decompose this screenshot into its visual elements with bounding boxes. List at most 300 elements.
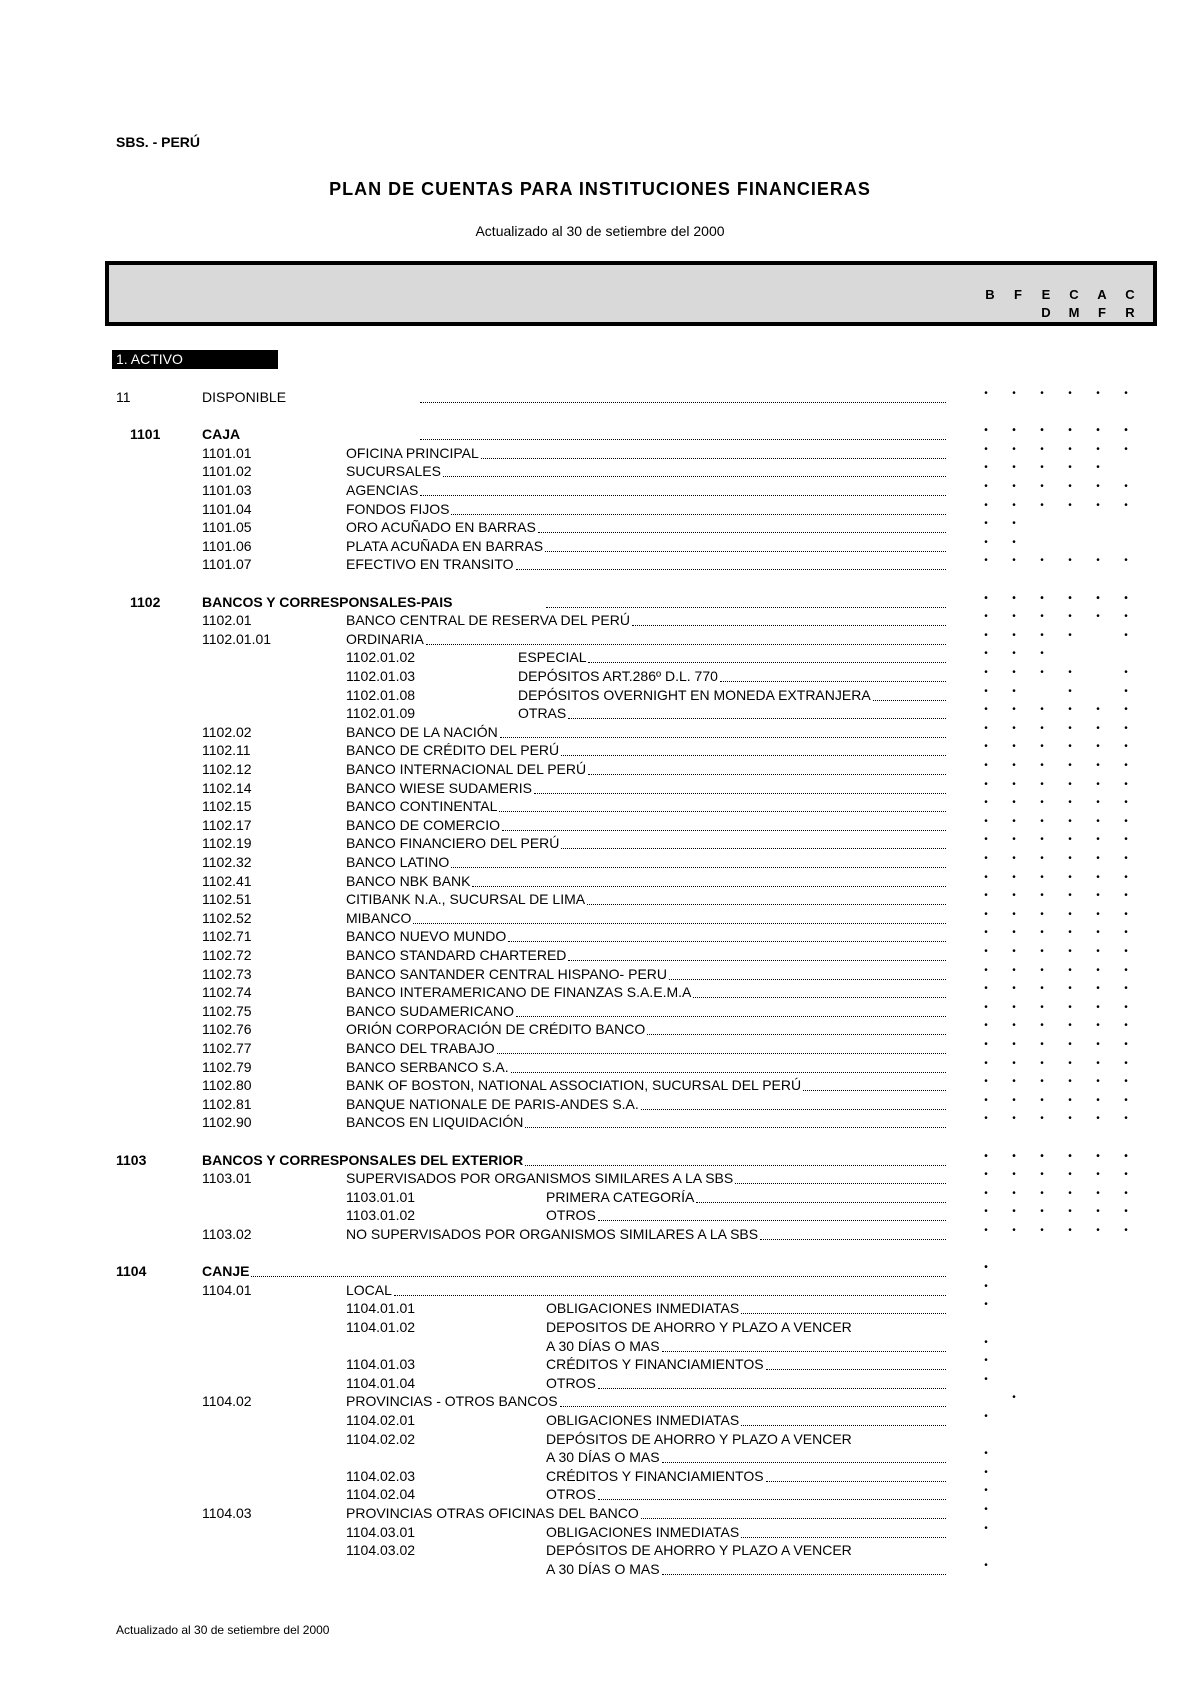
applicability-mark: • [1096, 481, 1100, 492]
account-code: 1101.05 [202, 519, 252, 536]
account-name: CRÉDITOS Y FINANCIAMIENTOS [546, 1467, 764, 1484]
account-name: BANCOS EN LIQUIDACIÓN [346, 1114, 524, 1131]
account-code: 1102.71 [202, 928, 252, 945]
account-code: 1102.76 [202, 1021, 252, 1038]
applicability-mark: • [1012, 1113, 1016, 1125]
applicability-mark: • [1124, 592, 1128, 604]
table-row [0, 425, 1200, 444]
applicability-mark: • [1124, 499, 1128, 511]
applicability-mark: • [1040, 1039, 1044, 1050]
applicability-mark: • [1040, 890, 1044, 902]
dot-leader [662, 1561, 946, 1575]
applicability-mark: • [1124, 927, 1128, 939]
column-header: E [1041, 287, 1051, 302]
applicability-mark: • [1012, 1057, 1016, 1069]
applicability-mark: • [984, 1076, 988, 1088]
applicability-mark: • [1068, 481, 1072, 492]
applicability-mark: • [1012, 555, 1016, 567]
applicability-mark: • [1096, 462, 1100, 474]
dot-leader [641, 1096, 946, 1110]
account-name: BANCO DEL TRABAJO [346, 1040, 495, 1056]
dot-leader [443, 463, 946, 477]
applicability-mark: • [1068, 778, 1072, 790]
applicability-mark: • [1068, 611, 1072, 623]
applicability-mark: • [1096, 1057, 1100, 1069]
applicability-mark: • [1068, 443, 1072, 455]
account-code: 1103.02 [202, 1226, 252, 1242]
applicability-mark: • [984, 1466, 988, 1478]
applicability-mark: • [1040, 1001, 1044, 1013]
account-code: 1102.73 [202, 965, 252, 982]
account-name: A 30 DÍAS O MAS [546, 1560, 660, 1577]
applicability-mark: • [1124, 946, 1128, 957]
applicability-mark: • [1012, 760, 1016, 771]
column-header: C [1069, 287, 1079, 302]
account-code: 1103.01 [202, 1170, 252, 1187]
table-row [0, 1467, 1200, 1486]
applicability-mark: • [1012, 871, 1016, 883]
applicability-mark: • [1040, 704, 1044, 716]
table-row [0, 1076, 1200, 1095]
applicability-mark: • [1040, 1057, 1044, 1069]
account-code: 1102.81 [202, 1095, 252, 1112]
applicability-mark: • [1068, 946, 1072, 957]
dot-leader [508, 928, 946, 942]
account-name: BANCO NBK BANK [346, 872, 471, 889]
table-row [0, 1392, 1200, 1411]
dot-leader [741, 1412, 946, 1426]
applicability-mark: • [1012, 462, 1016, 474]
table-row [0, 872, 1200, 891]
applicability-mark: • [1096, 1039, 1100, 1050]
applicability-mark: • [1124, 555, 1128, 567]
applicability-mark: • [984, 1057, 988, 1069]
applicability-mark: • [1068, 555, 1072, 567]
applicability-mark: • [1124, 1039, 1128, 1050]
applicability-mark: • [1124, 1076, 1128, 1088]
account-code: 1102.75 [202, 1002, 252, 1019]
account-name: CAJA [202, 426, 241, 443]
applicability-mark: • [1040, 1150, 1044, 1162]
applicability-mark: • [1012, 1225, 1016, 1236]
account-name: DEPÓSITOS OVERNIGHT EN MONEDA EXTRANJERA [518, 686, 871, 703]
table-row [0, 537, 1200, 556]
account-code: 1101.02 [202, 463, 252, 480]
account-code: 1104.01.04 [346, 1374, 416, 1391]
applicability-mark: • [1096, 815, 1100, 827]
applicability-mark: • [1040, 555, 1044, 567]
applicability-mark: • [984, 1225, 988, 1236]
applicability-mark: • [1040, 927, 1044, 939]
applicability-mark: • [1012, 1001, 1016, 1013]
account-name: OTROS [546, 1486, 596, 1503]
account-name: DEPÓSITOS ART.286º D.L. 770 [518, 668, 718, 684]
account-name: CRÉDITOS Y FINANCIAMIENTOS [546, 1356, 764, 1373]
dot-leader [568, 947, 946, 961]
applicability-mark: • [1096, 778, 1100, 790]
account-name: BANCOS Y CORRESPONSALES DEL EXTERIOR [202, 1151, 524, 1168]
applicability-mark: • [984, 1001, 988, 1013]
dot-leader [500, 724, 946, 738]
applicability-mark: • [1012, 536, 1016, 548]
table-row [0, 909, 1200, 928]
applicability-mark: • [1124, 1020, 1128, 1032]
applicability-mark: • [1012, 797, 1016, 809]
account-name: BANCO SANTANDER CENTRAL HISPANO- PERU [346, 965, 668, 982]
dot-leader [803, 1077, 946, 1091]
applicability-mark: • [1068, 1020, 1072, 1032]
applicability-mark: • [1012, 629, 1016, 641]
applicability-mark: • [1012, 1020, 1016, 1032]
dot-leader [598, 1486, 946, 1500]
applicability-mark: • [1124, 815, 1128, 827]
applicability-mark: • [1040, 629, 1044, 641]
applicability-mark: • [984, 611, 988, 623]
applicability-mark: • [1124, 443, 1128, 455]
dot-leader [502, 817, 946, 831]
applicability-mark: • [1068, 592, 1072, 604]
applicability-mark: • [1068, 815, 1072, 827]
applicability-mark: • [1012, 481, 1016, 492]
account-name: LOCAL [346, 1281, 392, 1298]
applicability-mark: • [1124, 741, 1128, 753]
applicability-mark: • [1068, 871, 1072, 883]
applicability-mark: • [1012, 648, 1016, 660]
page-subtitle: Actualizado al 30 de setiembre del 2000 [475, 223, 725, 239]
dot-leader [420, 389, 946, 403]
dot-leader [251, 1263, 946, 1277]
account-name: OBLIGACIONES INMEDIATAS [546, 1300, 740, 1317]
applicability-mark: • [984, 1280, 988, 1292]
applicability-mark: • [1040, 1225, 1044, 1236]
applicability-mark: • [1040, 760, 1044, 771]
applicability-mark: • [1068, 1039, 1072, 1050]
account-code: 1101.06 [202, 537, 252, 554]
account-name: BANCO FINANCIERO DEL PERÚ [346, 835, 560, 852]
applicability-mark: • [984, 797, 988, 809]
account-code: 11 [116, 389, 131, 405]
applicability-mark: • [1040, 611, 1044, 623]
account-code: 1104.01 [202, 1281, 252, 1298]
applicability-mark: • [1124, 890, 1128, 902]
applicability-mark: • [1012, 685, 1016, 697]
account-name: BANCO INTERNACIONAL DEL PERÚ [346, 761, 587, 777]
table-row [0, 927, 1200, 946]
applicability-mark: • [1096, 741, 1100, 753]
applicability-mark: • [1124, 667, 1128, 678]
table-row [0, 1374, 1200, 1393]
applicability-mark: • [1068, 667, 1072, 678]
applicability-mark: • [1040, 425, 1044, 437]
dot-leader [525, 1114, 946, 1128]
applicability-mark: • [1124, 1169, 1128, 1181]
applicability-mark: • [1124, 481, 1128, 492]
account-name: BANCO CENTRAL DE RESERVA DEL PERÚ [346, 612, 630, 629]
applicability-mark: • [1124, 1150, 1128, 1162]
applicability-mark: • [1096, 499, 1100, 511]
dot-leader [534, 780, 946, 794]
applicability-mark: • [1096, 964, 1100, 976]
applicability-mark: • [1096, 388, 1100, 399]
applicability-mark: • [984, 853, 988, 864]
dot-leader [760, 1226, 946, 1240]
applicability-mark: • [984, 1373, 988, 1385]
account-name: DEPÓSITOS DE AHORRO Y PLAZO A VENCER [546, 1542, 852, 1559]
page-title: PLAN DE CUENTAS PARA INSTITUCIONES FINANCIERAS [329, 179, 871, 199]
account-code: 1103.01.01 [346, 1188, 416, 1205]
account-code: 1104.02.01 [346, 1412, 416, 1428]
account-code: 1102.74 [202, 984, 252, 1001]
account-name: NO SUPERVISADOS POR ORGANISMOS SIMILARES A LA SBS [346, 1226, 759, 1242]
organization-label: SBS. - PERÚ [116, 134, 201, 150]
dot-leader [451, 501, 946, 515]
applicability-mark: • [1068, 853, 1072, 864]
table-row [0, 1355, 1200, 1374]
dot-leader [561, 835, 946, 849]
table-row [0, 1020, 1200, 1039]
applicability-mark: • [984, 443, 988, 455]
applicability-mark: • [1012, 1094, 1016, 1106]
account-name: DEPÓSITOS DE AHORRO Y PLAZO A VENCER [546, 1430, 852, 1447]
applicability-mark: • [1012, 518, 1016, 530]
applicability-mark: • [1012, 611, 1016, 623]
dot-leader [451, 854, 946, 868]
applicability-mark: • [1096, 555, 1100, 567]
applicability-mark: • [1096, 1225, 1100, 1236]
account-name: PROVINCIAS - OTROS BANCOS [346, 1393, 558, 1410]
account-name: BANCO DE COMERCIO [346, 816, 501, 833]
account-code: 1102.01 [202, 612, 252, 629]
applicability-mark: • [984, 1485, 988, 1497]
applicability-mark: • [1124, 629, 1128, 641]
applicability-mark: • [1096, 1206, 1100, 1218]
applicability-mark: • [1012, 741, 1016, 753]
account-name: EFECTIVO EN TRANSITO [346, 556, 514, 573]
applicability-mark: • [984, 760, 988, 771]
applicability-mark: • [1096, 760, 1100, 771]
dot-leader [525, 1152, 946, 1166]
applicability-mark: • [1068, 741, 1072, 753]
dot-leader [587, 891, 946, 905]
applicability-mark: • [1012, 499, 1016, 511]
dot-leader [735, 1170, 946, 1184]
account-code: 1102.77 [202, 1040, 252, 1056]
account-code: 1102.79 [202, 1058, 252, 1075]
applicability-mark: • [1096, 946, 1100, 957]
applicability-mark: • [1124, 388, 1128, 399]
applicability-mark: • [1096, 425, 1100, 437]
account-code: 1102.01.03 [346, 668, 416, 684]
applicability-mark: • [984, 667, 988, 678]
applicability-mark: • [1012, 1076, 1016, 1088]
account-code: 1102.90 [202, 1114, 252, 1131]
table-row [0, 611, 1200, 630]
account-code: 1104.02.03 [346, 1467, 416, 1484]
account-name: OTRAS [518, 705, 567, 722]
applicability-mark: • [984, 592, 988, 604]
account-code: 1103.01.02 [346, 1207, 416, 1224]
applicability-mark: • [984, 890, 988, 902]
dot-leader [497, 1040, 946, 1054]
account-name: SUCURSALES [346, 463, 441, 480]
applicability-mark: • [1096, 443, 1100, 455]
account-code: 1101.01 [202, 444, 252, 461]
applicability-mark: • [1068, 685, 1072, 697]
dot-leader [511, 1059, 946, 1073]
table-row [0, 816, 1200, 835]
table-row [0, 500, 1200, 519]
account-code: 1102.12 [202, 761, 252, 777]
dot-leader [696, 1189, 946, 1203]
applicability-mark: • [1068, 425, 1072, 437]
applicability-mark: • [1012, 853, 1016, 864]
table-row [0, 1225, 1200, 1244]
applicability-mark: • [1012, 1187, 1016, 1199]
column-header-box [105, 261, 1157, 326]
account-code: 1102.80 [202, 1077, 252, 1094]
applicability-mark: • [1124, 722, 1128, 734]
table-row [0, 593, 1200, 612]
account-name: BANCO NUEVO MUNDO [346, 928, 507, 945]
applicability-mark: • [1068, 1150, 1072, 1162]
applicability-mark: • [1096, 722, 1100, 734]
dot-leader [420, 482, 946, 496]
dot-leader [516, 1003, 946, 1017]
table-row [0, 1299, 1200, 1318]
table-row [0, 518, 1200, 537]
table-row [0, 890, 1200, 909]
applicability-mark: • [1068, 722, 1072, 734]
applicability-mark: • [1012, 983, 1016, 995]
account-code: 1102.51 [202, 891, 252, 908]
applicability-mark: • [1040, 443, 1044, 455]
account-code: 1102.01.09 [346, 705, 416, 722]
account-code: 1102 [130, 593, 161, 610]
account-code: 1102.41 [202, 872, 252, 889]
applicability-mark: • [1068, 834, 1072, 846]
account-name: BANK OF BOSTON, NATIONAL ASSOCIATION, SUCURSAL DEL PERÚ [346, 1077, 802, 1094]
applicability-mark: • [1068, 760, 1072, 771]
applicability-mark: • [984, 946, 988, 957]
account-name: BANQUE NATIONALE DE PARIS-ANDES S.A. [346, 1095, 639, 1112]
account-name: BANCO SUDAMERICANO [346, 1002, 515, 1019]
dot-leader [481, 445, 946, 459]
applicability-mark: • [984, 1187, 988, 1199]
account-name: DISPONIBLE [202, 389, 287, 405]
account-name: BANCO INTERAMERICANO DE FINANZAS S.A.E.M.A [346, 984, 692, 1001]
table-row [0, 667, 1200, 686]
applicability-mark: • [984, 462, 988, 474]
dot-leader [741, 1524, 946, 1538]
applicability-mark: • [1096, 1001, 1100, 1013]
account-code: 1102.14 [202, 779, 252, 796]
applicability-mark: • [1096, 908, 1100, 920]
account-name: OBLIGACIONES INMEDIATAS [546, 1412, 740, 1428]
account-code: 1104.01.02 [346, 1319, 416, 1335]
applicability-mark: • [1068, 499, 1072, 511]
account-code: 1104.02.02 [346, 1430, 416, 1447]
table-row [0, 946, 1200, 965]
applicability-mark: • [984, 704, 988, 716]
account-name: PLATA ACUÑADA EN BARRAS [346, 537, 544, 554]
applicability-mark: • [1040, 592, 1044, 604]
table-row [0, 779, 1200, 798]
applicability-mark: • [984, 741, 988, 753]
applicability-mark: • [984, 518, 988, 530]
applicability-mark: • [1124, 1225, 1128, 1236]
table-row [0, 1448, 1200, 1467]
applicability-mark: • [1012, 964, 1016, 976]
applicability-mark: • [1096, 592, 1100, 604]
account-code: 1101 [130, 426, 161, 443]
applicability-mark: • [1068, 1057, 1072, 1069]
applicability-mark: • [1124, 908, 1128, 920]
applicability-mark: • [1096, 927, 1100, 939]
applicability-mark: • [1124, 778, 1128, 790]
account-name: BANCO LATINO [346, 854, 450, 870]
dot-leader [873, 687, 946, 701]
applicability-mark: • [1040, 871, 1044, 883]
dot-leader [546, 594, 946, 608]
table-row [0, 797, 1200, 816]
table-row [0, 965, 1200, 984]
account-code: 1102.72 [202, 947, 252, 963]
account-code: 1104 [116, 1263, 147, 1280]
applicability-mark: • [1068, 1225, 1072, 1236]
account-name: BANCO STANDARD CHARTERED [346, 947, 567, 963]
applicability-mark: • [984, 1113, 988, 1125]
applicability-mark: • [984, 555, 988, 567]
applicability-mark: • [984, 648, 988, 660]
account-name: CITIBANK N.A., SUCURSAL DE LIMA [346, 891, 586, 908]
column-header: F [1014, 287, 1022, 302]
applicability-mark: • [1096, 1020, 1100, 1032]
dot-leader [413, 910, 946, 924]
applicability-mark: • [984, 983, 988, 995]
applicability-mark: • [1096, 890, 1100, 902]
account-code: 1102.32 [202, 854, 252, 870]
applicability-mark: • [984, 964, 988, 976]
applicability-mark: • [1012, 1206, 1016, 1218]
table-row [0, 853, 1200, 872]
applicability-mark: • [1068, 890, 1072, 902]
applicability-mark: • [1096, 871, 1100, 883]
applicability-mark: • [1068, 1094, 1072, 1106]
account-name: A 30 DÍAS O MAS [546, 1337, 660, 1354]
applicability-mark: • [1124, 425, 1128, 437]
applicability-mark: • [984, 1355, 988, 1367]
applicability-mark: • [1040, 908, 1044, 920]
applicability-mark: • [1096, 1187, 1100, 1199]
table-row [0, 1318, 1200, 1337]
applicability-mark: • [1012, 815, 1016, 827]
applicability-mark: • [984, 1522, 988, 1534]
account-code: 1104.02 [202, 1393, 252, 1410]
applicability-mark: • [984, 1094, 988, 1106]
column-header: B [985, 287, 995, 302]
applicability-mark: • [1068, 1169, 1072, 1181]
footer-note: Actualizado al 30 de setiembre del 2000 [116, 1623, 330, 1637]
applicability-mark: • [984, 1448, 988, 1460]
applicability-mark: • [984, 1336, 988, 1348]
account-name: ORDINARIA [346, 630, 424, 647]
table-row [0, 555, 1200, 574]
applicability-mark: • [1012, 890, 1016, 902]
dot-leader [472, 873, 946, 887]
applicability-mark: • [1012, 778, 1016, 790]
column-header: C [1125, 287, 1135, 302]
applicability-mark: • [1068, 1113, 1072, 1125]
